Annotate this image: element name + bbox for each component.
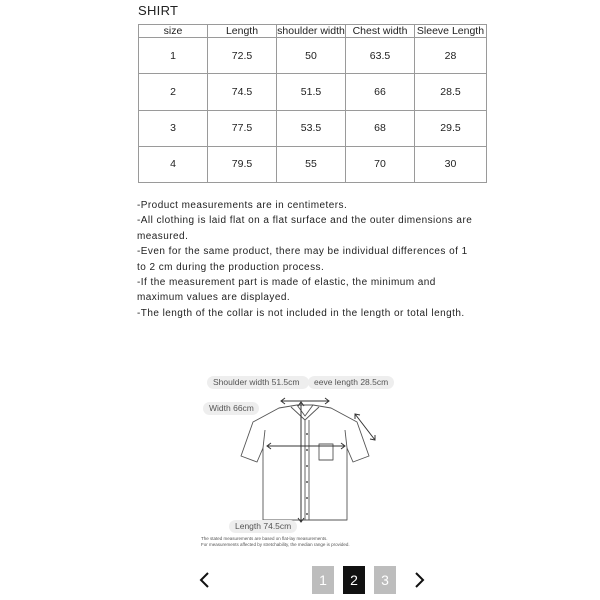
page-button-2[interactable]: 2 — [343, 566, 365, 594]
table-row — [139, 38, 487, 74]
shoulder-width-label: Shoulder width 51.5cm — [207, 376, 309, 389]
page-button-1[interactable]: 1 — [312, 566, 334, 594]
width-label: Width 66cm — [203, 402, 259, 415]
cell-chest-width: 63.5 — [346, 38, 415, 74]
shirt-illustration — [195, 390, 405, 535]
header-chest-width: Chest width — [346, 25, 415, 38]
prev-page-button[interactable] — [194, 569, 216, 591]
cell-length: 77.5 — [208, 110, 277, 146]
sleeve-length-label: eeve length 28.5cm — [308, 376, 394, 389]
note-line: -Even for the same product, there may be individual differences of 1 to 2 cm during the production process. — [137, 246, 468, 273]
shirt-measurement-diagram — [195, 372, 405, 552]
note-line: -If the measurement part is made of elastic, the minimum and maximum values are displayed. — [137, 277, 436, 304]
note-line: -All clothing is laid flat on a flat surface and the outer dimensions are measured. — [137, 215, 473, 242]
cell-shoulder-width: 50 — [277, 38, 346, 74]
size-table — [138, 24, 487, 183]
cell-sleeve-length: 28 — [415, 38, 487, 74]
pagination — [0, 566, 600, 596]
cell-shoulder-width: 55 — [277, 146, 346, 182]
cell-sleeve-length: 28.5 — [415, 74, 487, 110]
measurement-notes — [137, 198, 477, 321]
cell-length: 79.5 — [208, 146, 277, 182]
cell-shoulder-width: 53.5 — [277, 110, 346, 146]
cell-size: 3 — [139, 110, 208, 146]
cell-shoulder-width: 51.5 — [277, 74, 346, 110]
chevron-left-icon — [194, 569, 216, 591]
table-row — [139, 146, 487, 182]
header-sleeve-length: Sleeve Length — [415, 25, 487, 38]
header-size: size — [139, 25, 208, 38]
table-header-row — [139, 25, 487, 38]
cell-size: 1 — [139, 38, 208, 74]
length-label: Length 74.5cm — [229, 520, 297, 533]
chevron-right-icon — [408, 569, 430, 591]
cell-sleeve-length: 29.5 — [415, 110, 487, 146]
diagram-footnote-2: For measurements affected by stretchability, the median range is provided. — [201, 542, 350, 547]
section-title: SHIRT — [138, 3, 179, 18]
page-button-3[interactable]: 3 — [374, 566, 396, 594]
table-row — [139, 110, 487, 146]
cell-length: 72.5 — [208, 38, 277, 74]
header-length: Length — [208, 25, 277, 38]
table-row — [139, 74, 487, 110]
cell-chest-width: 70 — [346, 146, 415, 182]
header-shoulder-width: shoulder width — [277, 25, 345, 37]
cell-length: 74.5 — [208, 74, 277, 110]
note-line: -Product measurements are in centimeters. — [137, 200, 348, 211]
next-page-button[interactable] — [408, 569, 430, 591]
cell-size: 2 — [139, 74, 208, 110]
note-line: -The length of the collar is not included in the length or total length. — [137, 307, 465, 319]
cell-size: 4 — [139, 146, 208, 182]
cell-chest-width: 66 — [346, 74, 415, 110]
cell-sleeve-length: 30 — [415, 146, 487, 182]
cell-chest-width: 68 — [346, 110, 415, 146]
diagram-footnote-1: The stated measurements are based on flat-lay measurements. — [201, 536, 328, 541]
